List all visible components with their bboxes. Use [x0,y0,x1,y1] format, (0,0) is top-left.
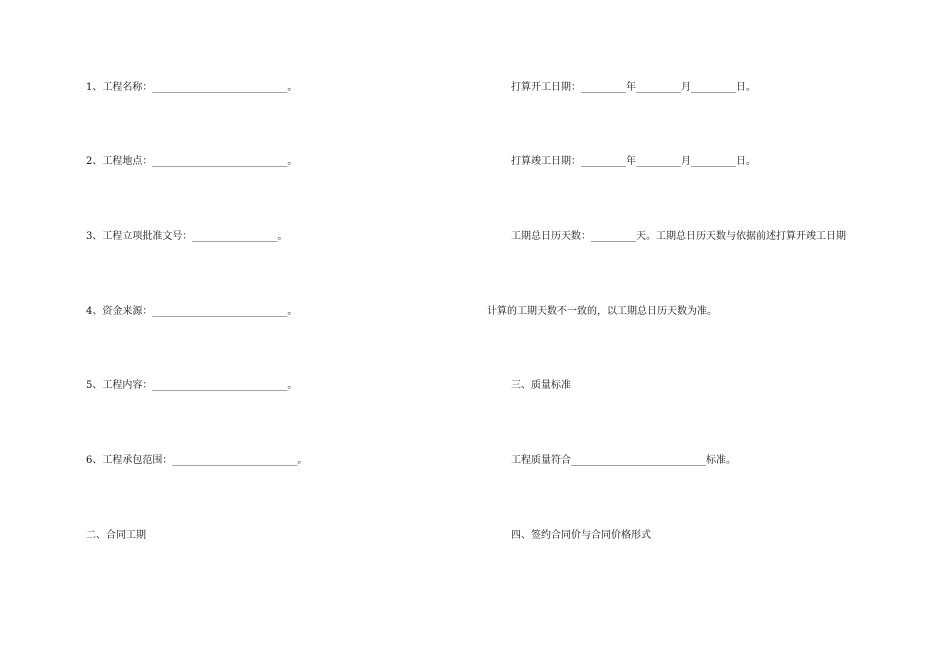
funding-source-line: 4、资金来源：___________________________。 [86,306,298,317]
project-content-line: 5、工程内容：___________________________。 [86,380,298,391]
planned-completion-date-line: 打算竣工日期：_________年_________月_________日。 [511,156,756,167]
section-quality-standard-heading: 三、质量标准 [511,380,571,391]
section-contract-price-heading: 四、签约合同价与合同价格形式 [511,530,651,541]
total-calendar-days-line: 工期总日历天数：_________天。工期总日历天数与依据前述打算开竣工日期 [511,231,846,242]
approval-number-line: 3、工程立项批准文号：_________________。 [86,231,288,242]
section-contract-period-heading: 二、合同工期 [86,530,146,541]
planned-start-date-line: 打算开工日期：_________年_________月_________日。 [511,82,756,93]
contract-scope-line: 6、工程承包范围：_________________________。 [86,455,308,466]
project-name-line: 1、工程名称：___________________________。 [86,82,298,93]
quality-standard-line: 工程质量符合___________________________标准。 [511,455,736,466]
total-calendar-days-note: 计算的工期天数不一致的，以工期总日历天数为准。 [487,306,717,317]
project-location-line: 2、工程地点：___________________________。 [86,156,298,167]
